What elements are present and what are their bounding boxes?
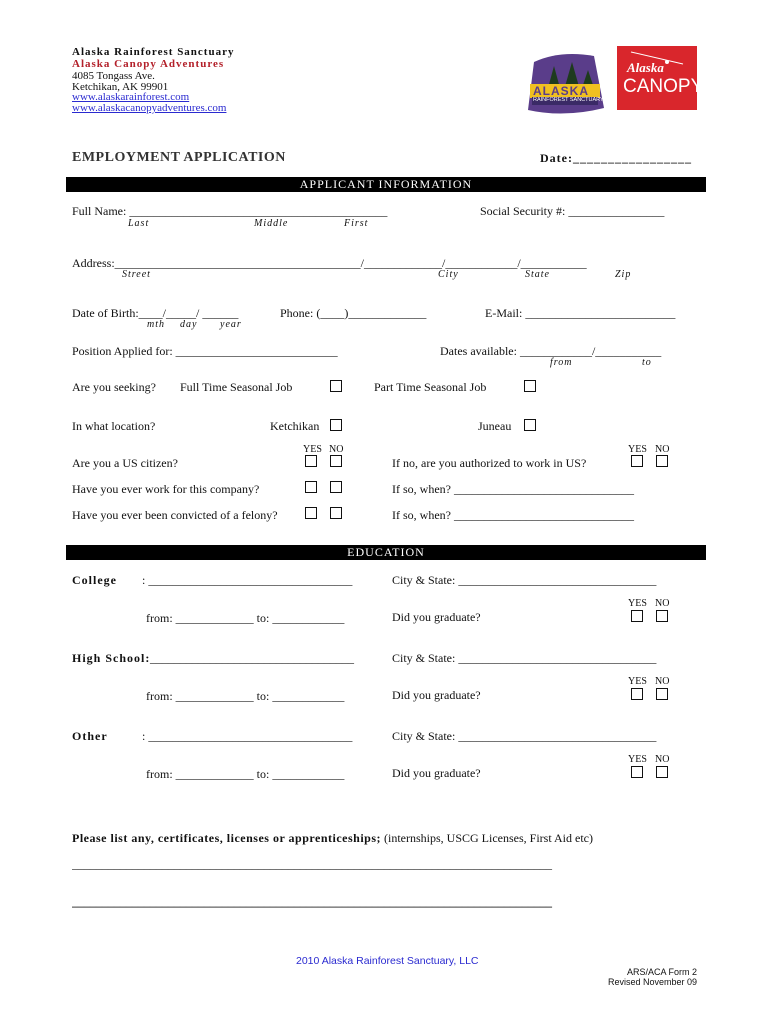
ketchikan-label: Ketchikan (270, 419, 320, 433)
canopy-adventures-logo (617, 46, 704, 110)
org-name: Alaska Rainforest Sanctuary (72, 46, 235, 58)
location-label: In what location? (72, 419, 156, 433)
applicant-info-heading: APPLICANT INFORMATION (66, 177, 706, 192)
caption-day: day (180, 319, 198, 330)
other-dates-field[interactable]: from: _____________ to: ____________ (146, 767, 345, 781)
full-name-field[interactable]: Full Name: ___________________________________________ (72, 204, 388, 218)
ssn-field[interactable]: Social Security #: ________________ (480, 204, 665, 218)
authorized-label: If no, are you authorized to work in US? (392, 456, 587, 470)
logo-canopy-text: CANOPY (623, 76, 704, 97)
high-school-city-state-field[interactable]: City & State: _________________________________ (392, 651, 657, 665)
high-school-graduate-label: Did you graduate? (392, 688, 481, 702)
felony-label: Have you ever been convicted of a felony? (72, 508, 278, 522)
date-field[interactable]: Date:_________________ (540, 151, 692, 165)
high-school-label: High School: (72, 651, 151, 665)
other-graduate-yes-checkbox[interactable] (631, 766, 643, 778)
no-header: NO (329, 444, 344, 455)
college-label: College (72, 573, 117, 587)
ketchikan-checkbox[interactable] (330, 419, 342, 431)
caption-state: State (525, 269, 550, 280)
high-school-no-header: NO (655, 676, 670, 687)
rainforest-sanctuary-logo (520, 48, 608, 118)
college-yes-header: YES (628, 598, 647, 609)
other-name-field[interactable]: : __________________________________ (142, 729, 353, 743)
college-name-field[interactable]: : __________________________________ (142, 573, 353, 587)
org-name-canopy: Alaska Canopy Adventures (72, 58, 225, 70)
no-header-right: NO (655, 444, 670, 455)
phone-field[interactable]: Phone: (____)_____________ (280, 306, 427, 320)
felony-yes-checkbox[interactable] (305, 507, 317, 519)
email-field[interactable]: E-Mail: _________________________ (485, 306, 676, 320)
part-time-checkbox[interactable] (524, 380, 536, 392)
high-school-yes-header: YES (628, 676, 647, 687)
footer-form-number: ARS/ACA Form 2 (626, 967, 697, 977)
logo-alaska-text: ALASKA (533, 84, 589, 98)
college-city-state-field[interactable]: City & State: _________________________________ (392, 573, 657, 587)
other-no-header: NO (655, 754, 670, 765)
caption-street: Street (122, 269, 151, 280)
caption-last: Last (128, 218, 150, 229)
full-time-label: Full Time Seasonal Job (180, 380, 293, 394)
other-graduate-label: Did you graduate? (392, 766, 481, 780)
website-link-canopy[interactable]: www.alaskacanopyadventures.com (72, 102, 227, 114)
caption-mth: mth (147, 319, 165, 330)
certificates-prompt-examples: (internships, USCG Licenses, First Aid etc) (384, 831, 593, 845)
position-field[interactable]: Position Applied for: ___________________________ (72, 344, 338, 358)
college-graduate-no-checkbox[interactable] (656, 610, 668, 622)
caption-to: to (642, 357, 652, 368)
city-address: Ketchikan, AK 99901 (72, 81, 169, 93)
website-link-rainforest[interactable]: www.alaskarainforest.com (72, 91, 190, 103)
caption-middle: Middle (254, 218, 289, 229)
us-citizen-yes-checkbox[interactable] (305, 455, 317, 467)
caption-city: City (438, 269, 459, 280)
address-field[interactable]: Address:_________________________________________/_____________/____________/___________ (72, 256, 587, 270)
logo-sanctuary-text: RAINFOREST SANCTUARY (533, 97, 604, 103)
yes-header: YES (303, 444, 322, 455)
college-graduate-yes-checkbox[interactable] (631, 610, 643, 622)
seeking-label: Are you seeking? (72, 380, 156, 394)
certificates-prompt-bold: Please list any, certificates, licenses or apprenticeships; (72, 831, 382, 845)
caption-year: year (220, 319, 242, 330)
footer-revised-date: Revised November 09 (607, 977, 697, 987)
college-graduate-label: Did you graduate? (392, 610, 481, 624)
worked-before-no-checkbox[interactable] (330, 481, 342, 493)
college-dates-field[interactable]: from: _____________ to: ____________ (146, 611, 345, 625)
caption-zip: Zip (615, 269, 632, 280)
juneau-checkbox[interactable] (524, 419, 536, 431)
college-no-header: NO (655, 598, 670, 609)
education-heading: EDUCATION (66, 545, 706, 560)
full-time-checkbox[interactable] (330, 380, 342, 392)
part-time-label: Part Time Seasonal Job (374, 380, 487, 394)
high-school-graduate-no-checkbox[interactable] (656, 688, 668, 700)
other-city-state-field[interactable]: City & State: _________________________________ (392, 729, 657, 743)
logo-alaska-script: Alaska (627, 60, 664, 75)
dob-field[interactable]: Date of Birth:____/_____/ ______ (72, 306, 239, 320)
caption-from: from (550, 357, 573, 368)
other-yes-header: YES (628, 754, 647, 765)
juneau-label: Juneau (478, 419, 512, 433)
authorized-no-checkbox[interactable] (656, 455, 668, 467)
certificates-line-2[interactable]: ________________________________________________________________________________ (72, 895, 552, 909)
us-citizen-label: Are you a US citizen? (72, 456, 178, 470)
yes-header-right: YES (628, 444, 647, 455)
caption-first: First (344, 218, 369, 229)
page-title: EMPLOYMENT APPLICATION (72, 150, 286, 165)
dates-available-field[interactable]: Dates available: ____________/___________ (440, 344, 662, 358)
footer-copyright: 2010 Alaska Rainforest Sanctuary, LLC (296, 955, 479, 967)
worked-before-label: Have you ever work for this company? (72, 482, 260, 496)
street-address: 4085 Tongass Ave. (72, 70, 155, 82)
felony-no-checkbox[interactable] (330, 507, 342, 519)
certificates-prompt (72, 831, 593, 846)
worked-before-yes-checkbox[interactable] (305, 481, 317, 493)
worked-when-field[interactable]: If so, when? ______________________________ (392, 482, 634, 496)
other-graduate-no-checkbox[interactable] (656, 766, 668, 778)
other-label: Other (72, 729, 108, 743)
high-school-name-field[interactable]: __________________________________ (150, 651, 354, 665)
high-school-graduate-yes-checkbox[interactable] (631, 688, 643, 700)
felony-when-field[interactable]: If so, when? ______________________________ (392, 508, 634, 522)
certificates-line-1[interactable]: ________________________________________________________________________________ (72, 857, 552, 871)
us-citizen-no-checkbox[interactable] (330, 455, 342, 467)
authorized-yes-checkbox[interactable] (631, 455, 643, 467)
high-school-dates-field[interactable]: from: _____________ to: ____________ (146, 689, 345, 703)
